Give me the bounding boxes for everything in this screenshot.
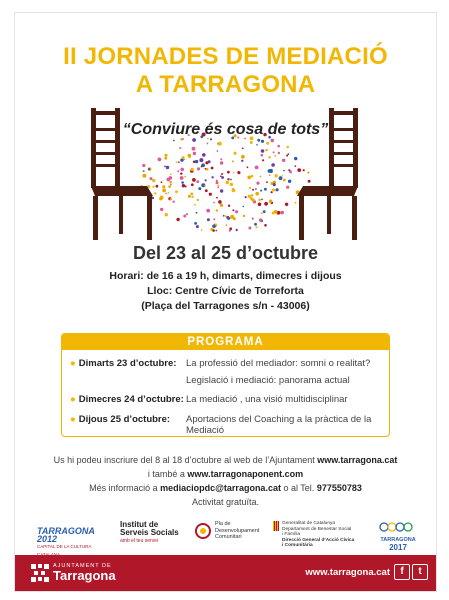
confetti-dot bbox=[150, 177, 153, 180]
confetti-dot bbox=[181, 181, 184, 184]
confetti-dot bbox=[158, 158, 162, 162]
confetti-dot bbox=[250, 175, 253, 178]
confetti-dot bbox=[196, 180, 199, 183]
confetti-dot bbox=[168, 185, 171, 188]
confetti-dot bbox=[286, 186, 289, 189]
confetti-dot bbox=[274, 174, 277, 177]
footer-web-link[interactable]: www.tarragona.cat bbox=[305, 567, 390, 578]
tarragona-2012-logo: TARRAGONA 2012 CAPITAL DE LA CULTURA bbox=[37, 526, 95, 549]
confetti-dot bbox=[225, 215, 227, 217]
confetti-dot bbox=[255, 226, 257, 228]
confetti-dot bbox=[230, 215, 234, 219]
confetti-dot bbox=[286, 155, 288, 157]
confetti-dot bbox=[232, 160, 234, 162]
confetti-dot bbox=[198, 187, 201, 190]
confetti-dot bbox=[176, 161, 178, 163]
confetti-dot bbox=[276, 188, 279, 191]
confetti-dot bbox=[188, 195, 191, 198]
confetti-dot bbox=[162, 185, 165, 188]
registration-line-2: i també a www.tarragonaponent.com bbox=[147, 469, 304, 479]
confetti-dot bbox=[282, 159, 285, 162]
confetti-dot bbox=[250, 141, 253, 144]
confetti-dot bbox=[191, 183, 194, 186]
confetti-dot bbox=[264, 224, 267, 227]
confetti-dot bbox=[211, 176, 213, 178]
confetti-dot bbox=[193, 152, 196, 155]
programme-day: ● Dimarts 23 d’octubre: bbox=[70, 358, 177, 369]
confetti-dot bbox=[236, 229, 238, 231]
confetti-dot bbox=[217, 185, 219, 187]
bullet-icon: ● bbox=[70, 394, 76, 405]
confetti-dot bbox=[229, 230, 231, 232]
confetti-dot bbox=[251, 194, 253, 196]
confetti-dot bbox=[227, 171, 230, 174]
confetti-dot bbox=[257, 139, 260, 142]
confetti-dot bbox=[233, 172, 235, 174]
confetti-dot bbox=[269, 174, 271, 176]
confetti-dot bbox=[205, 168, 207, 170]
confetti-dot bbox=[184, 159, 186, 161]
confetti-dot bbox=[303, 169, 305, 171]
confetti-dot bbox=[268, 156, 270, 158]
web-link-ponent[interactable]: www.tarragonaponent.com bbox=[187, 469, 304, 479]
confetti-dot bbox=[259, 218, 262, 221]
confetti-dots bbox=[140, 129, 311, 231]
confetti-dot bbox=[218, 200, 222, 204]
programme-desc: La mediació , una visió multidisciplinar bbox=[186, 394, 348, 405]
confetti-dot bbox=[271, 139, 275, 143]
confetti-dot bbox=[283, 170, 285, 172]
confetti-dot bbox=[211, 167, 214, 170]
confetti-dot bbox=[271, 163, 275, 167]
confetti-dot bbox=[166, 166, 169, 169]
confetti-dot bbox=[243, 215, 245, 217]
confetti-dot bbox=[254, 223, 257, 226]
confetti-dot bbox=[177, 170, 179, 172]
address-text: (Plaça del Tarragones s/n - 43006) bbox=[141, 300, 310, 312]
confetti-dot bbox=[170, 173, 172, 175]
confetti-dot bbox=[230, 179, 232, 181]
programme-box bbox=[61, 333, 390, 437]
confetti-dot bbox=[278, 152, 280, 154]
confetti-dot bbox=[256, 182, 259, 185]
confetti-dot bbox=[227, 178, 229, 180]
confetti-dot bbox=[176, 218, 179, 221]
confetti-dot bbox=[297, 168, 301, 172]
confetti-dot bbox=[262, 159, 264, 161]
confetti-dot bbox=[285, 203, 288, 206]
confetti-dot bbox=[217, 187, 219, 189]
confetti-dot bbox=[295, 202, 297, 204]
title-line-1: II JORNADES DE MEDIACIÓ bbox=[63, 43, 388, 70]
confetti-dot bbox=[271, 191, 273, 193]
bullet-icon: ● bbox=[70, 358, 76, 369]
free-activity-text: Activitat gratuïta. bbox=[191, 497, 260, 507]
confetti-dot bbox=[280, 211, 284, 215]
confetti-dot bbox=[261, 140, 264, 143]
email-link[interactable]: mediaciopdc@tarragona.cat bbox=[160, 483, 281, 493]
confetti-dot bbox=[294, 165, 296, 167]
confetti-dot bbox=[249, 187, 251, 189]
confetti-dot bbox=[205, 161, 208, 164]
confetti-dot bbox=[286, 146, 289, 149]
confetti-dot bbox=[207, 218, 210, 221]
confetti-dot bbox=[196, 225, 199, 228]
confetti-dot bbox=[270, 169, 273, 172]
confetti-dot bbox=[294, 157, 297, 160]
confetti-dot bbox=[192, 178, 196, 182]
confetti-dot bbox=[273, 151, 275, 153]
confetti-dot bbox=[220, 175, 222, 177]
confetti-dot bbox=[241, 160, 243, 162]
registration-line-1: Us hi podeu inscriure del 8 al 18 d’octubre al web de l’Ajuntament www.tarragona.cat bbox=[53, 455, 398, 465]
confetti-dot bbox=[272, 189, 274, 191]
facebook-icon[interactable]: f bbox=[394, 564, 410, 580]
confetti-dot bbox=[207, 143, 209, 145]
twitter-icon[interactable]: t bbox=[412, 564, 428, 580]
confetti-dot bbox=[220, 161, 223, 164]
confetti-dot bbox=[169, 176, 173, 180]
confetti-dot bbox=[220, 189, 223, 192]
confetti-dot bbox=[180, 158, 183, 161]
confetti-dot bbox=[160, 208, 163, 211]
confetti-dot bbox=[180, 176, 184, 180]
confetti-dot bbox=[212, 224, 216, 228]
tarragona-emblem-icon bbox=[31, 564, 49, 582]
confetti-dot bbox=[167, 192, 169, 194]
confetti-dot bbox=[237, 171, 240, 174]
confetti-dot bbox=[266, 142, 269, 145]
confetti-dot bbox=[169, 181, 172, 184]
confetti-dot bbox=[184, 176, 186, 178]
confetti-dot bbox=[228, 205, 230, 207]
programme-day: ● Dimecres 24 d’octubre: bbox=[70, 394, 184, 405]
confetti-dot bbox=[194, 204, 196, 206]
confetti-dot bbox=[165, 213, 168, 216]
confetti-dot bbox=[205, 179, 207, 181]
confetti-dot bbox=[197, 167, 200, 170]
confetti-dot bbox=[221, 176, 224, 179]
confetti-dot bbox=[289, 170, 292, 173]
senyera-icon bbox=[273, 521, 279, 531]
event-dates: Del 23 al 25 d’octubre bbox=[132, 243, 319, 263]
confetti-dot bbox=[183, 215, 186, 218]
confetti-dot bbox=[165, 193, 167, 195]
confetti-dot bbox=[159, 197, 162, 200]
confetti-dot bbox=[223, 215, 225, 217]
confetti-dot bbox=[265, 149, 267, 151]
bullet-icon: ● bbox=[70, 414, 76, 425]
programme-desc: Aportacions del Coaching a la pràctica de la Mediació bbox=[186, 414, 372, 436]
web-link[interactable]: www.tarragona.cat bbox=[317, 455, 398, 465]
confetti-dot bbox=[143, 170, 145, 172]
confetti-dot bbox=[308, 180, 311, 183]
confetti-dot bbox=[197, 199, 199, 201]
confetti-dot bbox=[216, 181, 219, 184]
confetti-dot bbox=[213, 202, 215, 204]
confetti-dot bbox=[255, 166, 259, 170]
contact-line: Més informació a mediaciopdc@tarragona.cat o al Tel. 977550783 bbox=[89, 483, 362, 493]
programme-desc: Legislació i mediació: panorama actual bbox=[186, 375, 350, 386]
confetti-dot bbox=[283, 179, 286, 182]
confetti-dot bbox=[165, 154, 168, 157]
confetti-dot bbox=[307, 172, 309, 174]
confetti-dot bbox=[206, 209, 210, 213]
title-line-2: A TARRAGONA bbox=[135, 71, 316, 98]
confetti-dot bbox=[180, 173, 182, 175]
confetti-dot bbox=[178, 161, 180, 163]
phone-number: 977550783 bbox=[316, 483, 362, 493]
subtitle: “Conviure és cosa de tots” bbox=[122, 121, 329, 138]
tarragona-2017-logo: TARRAGONA 2017 bbox=[370, 521, 426, 552]
confetti-dot bbox=[279, 176, 283, 180]
institut-serveis-socials-logo: Institut de Serveis Socials amb el teu servei bbox=[120, 520, 179, 544]
confetti-dot bbox=[195, 160, 198, 163]
schedule-text: Horari: de 16 a 19 h, dimarts, dimecres i dijous bbox=[109, 270, 342, 282]
confetti-dot bbox=[256, 144, 258, 146]
confetti-dot bbox=[232, 188, 234, 190]
confetti-dot bbox=[282, 175, 284, 177]
confetti-dot bbox=[194, 222, 197, 225]
confetti-dot bbox=[263, 210, 266, 213]
confetti-dot bbox=[192, 147, 196, 151]
confetti-dot bbox=[173, 201, 175, 203]
confetti-dot bbox=[243, 206, 245, 208]
circle-icon bbox=[195, 523, 211, 539]
confetti-dot bbox=[201, 229, 203, 231]
confetti-dot bbox=[252, 189, 254, 191]
confetti-dot bbox=[173, 140, 175, 142]
confetti-dot bbox=[247, 166, 249, 168]
confetti-dot bbox=[232, 209, 234, 211]
confetti-dot bbox=[221, 173, 223, 175]
confetti-dot bbox=[273, 183, 275, 185]
confetti-dot bbox=[275, 155, 277, 157]
confetti-dot bbox=[164, 157, 167, 160]
confetti-dot bbox=[185, 185, 187, 187]
confetti-dot bbox=[258, 203, 262, 207]
confetti-dot bbox=[182, 156, 185, 159]
confetti-dot bbox=[220, 204, 223, 207]
confetti-dot bbox=[252, 199, 255, 202]
confetti-dot bbox=[241, 155, 245, 159]
programme-desc: La professió del mediador: somni o realitat? bbox=[186, 358, 371, 369]
confetti-dot bbox=[191, 193, 194, 196]
registration-info bbox=[15, 453, 436, 509]
confetti-dot bbox=[247, 176, 251, 180]
rings-icon bbox=[378, 521, 418, 533]
confetti-dot bbox=[258, 199, 261, 202]
confetti-dot bbox=[227, 217, 230, 220]
confetti-dot bbox=[277, 145, 280, 148]
confetti-dot bbox=[233, 152, 236, 155]
confetti-dot bbox=[252, 218, 254, 220]
confetti-dot bbox=[216, 197, 218, 199]
footer-bar bbox=[15, 555, 436, 591]
confetti-dot bbox=[206, 168, 209, 171]
confetti-dot bbox=[213, 218, 215, 220]
confetti-dot bbox=[152, 186, 154, 188]
confetti-dot bbox=[199, 158, 203, 162]
confetti-dot bbox=[156, 185, 159, 188]
confetti-dot bbox=[216, 230, 218, 232]
confetti-dot bbox=[261, 149, 265, 153]
confetti-dot bbox=[162, 189, 166, 193]
confetti-dot bbox=[226, 181, 230, 185]
confetti-dot bbox=[175, 190, 178, 193]
confetti-dot bbox=[191, 196, 193, 198]
confetti-dot bbox=[226, 224, 228, 226]
programme-heading: PROGRAMA bbox=[62, 334, 389, 350]
confetti-dot bbox=[264, 202, 268, 206]
confetti-dot bbox=[218, 142, 222, 146]
confetti-dot bbox=[182, 184, 185, 187]
sponsor-logos: TARRAGONA 2012 CAPITAL DE LA CULTURA Institut de Serveis Socials amb el teu servei Pla de Desenvolupament Comunitari Generalitat de Catalunya Departament de Benestar Social i Família Direcció General d’Acció Cívica i Comunitària TARRAGONA 2017 bbox=[25, 521, 426, 557]
confetti-dot bbox=[204, 185, 206, 187]
confetti-dot bbox=[170, 184, 172, 186]
confetti-dot bbox=[186, 213, 188, 215]
confetti-dot bbox=[170, 198, 172, 200]
confetti-dot bbox=[269, 200, 272, 203]
confetti-dot bbox=[261, 154, 264, 157]
confetti-dot bbox=[288, 180, 291, 183]
programme-day: ● Dijous 25 d’octubre: bbox=[70, 414, 171, 425]
confetti-dot bbox=[148, 168, 150, 170]
venue-text: Lloc: Centre Cívic de Torreforta bbox=[147, 285, 304, 297]
confetti-dot bbox=[212, 229, 215, 232]
confetti-dot bbox=[261, 199, 263, 201]
confetti-dot bbox=[154, 192, 156, 194]
confetti-dot bbox=[205, 189, 208, 192]
confetti-dot bbox=[188, 154, 192, 158]
confetti-dot bbox=[245, 196, 247, 198]
confetti-dot bbox=[161, 181, 163, 183]
confetti-dot bbox=[260, 190, 262, 192]
confetti-dot bbox=[261, 212, 263, 214]
confetti-dot bbox=[230, 183, 233, 186]
confetti-dot bbox=[242, 148, 244, 150]
confetti-dot bbox=[179, 147, 181, 149]
confetti-dot bbox=[266, 181, 268, 183]
confetti-dot bbox=[201, 166, 203, 168]
confetti-dot bbox=[152, 179, 155, 182]
confetti-dot bbox=[217, 150, 219, 152]
confetti-dot bbox=[272, 212, 275, 215]
confetti-dot bbox=[202, 153, 206, 157]
confetti-dot bbox=[216, 209, 218, 211]
confetti-dot bbox=[248, 195, 251, 198]
poster bbox=[14, 12, 437, 592]
confetti-dot bbox=[220, 158, 222, 160]
confetti-dot bbox=[255, 188, 257, 190]
ajuntament-logo: AJUNTAMENT DE Tarragona bbox=[53, 563, 116, 583]
confetti-dot bbox=[235, 210, 238, 213]
confetti-dot bbox=[260, 176, 262, 178]
confetti-dot bbox=[190, 168, 193, 171]
page-title bbox=[15, 43, 436, 99]
confetti-dot bbox=[180, 168, 184, 172]
confetti-dot bbox=[248, 227, 251, 230]
event-info bbox=[15, 269, 436, 314]
confetti-dot bbox=[216, 180, 218, 182]
confetti-dot bbox=[196, 212, 198, 214]
confetti-dot bbox=[264, 188, 267, 191]
confetti-dot bbox=[142, 174, 146, 178]
confetti-dot bbox=[209, 193, 212, 196]
confetti-dot bbox=[255, 192, 259, 196]
confetti-dot bbox=[142, 164, 145, 167]
confetti-dot bbox=[164, 166, 166, 168]
